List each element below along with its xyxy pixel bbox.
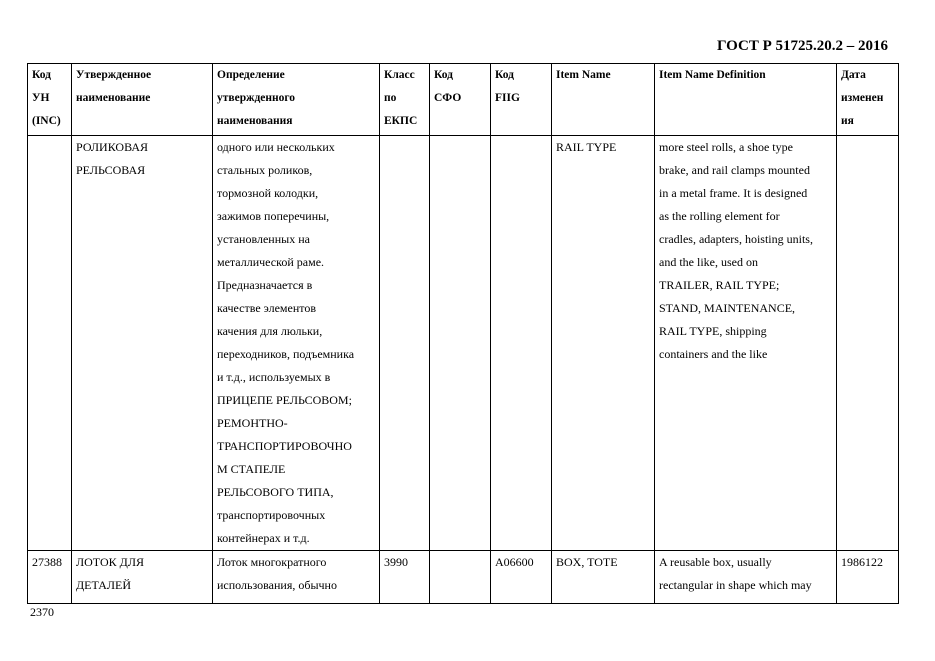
cell-text-line: (INC) bbox=[32, 115, 61, 127]
table-row bbox=[28, 551, 899, 604]
cell-class bbox=[380, 136, 430, 551]
cell-text-line: использования, обычно bbox=[217, 578, 337, 592]
cell-text-line: и т.д., используемых в bbox=[217, 370, 331, 384]
cell-text-line: тормозной колодки, bbox=[217, 186, 319, 200]
cell-text-line: and the like, used on bbox=[659, 255, 758, 269]
cell-text-line: rectangular in shape which may bbox=[659, 578, 812, 592]
cell-text-line: РОЛИКОВАЯ bbox=[76, 140, 148, 154]
cell-item-name bbox=[552, 551, 655, 604]
cell-text-line: Утвержденное bbox=[76, 69, 152, 81]
cell-text-line: по bbox=[384, 92, 397, 104]
cell-text-line: Item Name Definition bbox=[659, 69, 766, 81]
cell-approved-name bbox=[72, 136, 213, 551]
cell-text-line: Лоток многократного bbox=[217, 555, 327, 569]
cell-text-line: ия bbox=[841, 115, 854, 127]
cell-text-line: 27388 bbox=[32, 555, 62, 569]
cell-item-name-definition bbox=[655, 551, 837, 604]
cell-text-line: зажимов поперечины, bbox=[217, 209, 330, 223]
cell-text-line: ДЕТАЛЕЙ bbox=[76, 578, 132, 592]
cell-text-line: as the rolling element for bbox=[659, 209, 780, 223]
cell-approved-name bbox=[72, 551, 213, 604]
cell-text-line: утвержденного bbox=[217, 92, 296, 104]
cell-text-line: STAND, MAINTENANCE, bbox=[659, 301, 796, 315]
cell-inc-code bbox=[28, 136, 72, 551]
cell-text-line: 3990 bbox=[384, 555, 408, 569]
cell-text-line: ПРИЦЕПЕ РЕЛЬСОВОМ; bbox=[217, 393, 352, 407]
cell-text-line: установленных на bbox=[217, 232, 310, 246]
header-change-date bbox=[837, 64, 899, 136]
cell-text-line: Определение bbox=[217, 69, 285, 81]
cell-text-line: РЕЛЬСОВАЯ bbox=[76, 163, 146, 177]
cell-name-definition bbox=[213, 136, 380, 551]
cell-text-line: качестве элементов bbox=[217, 301, 316, 315]
cell-text-line: more steel rolls, a shoe type bbox=[659, 140, 793, 154]
cell-text-line: RAIL TYPE bbox=[556, 140, 617, 154]
cell-text-line: изменен bbox=[841, 92, 884, 104]
cell-text-line: Предназначается в bbox=[217, 278, 313, 292]
page-number: 2370 bbox=[30, 605, 54, 619]
cell-text-line: ЛОТОК ДЛЯ bbox=[76, 555, 144, 569]
cell-text-line: A06600 bbox=[495, 555, 534, 569]
cell-text-line: наименование bbox=[76, 92, 151, 104]
cell-text-line: металлической раме. bbox=[217, 255, 325, 269]
cell-fiig-code bbox=[491, 551, 552, 604]
cell-text-line: containers and the like bbox=[659, 347, 768, 361]
header-item-name bbox=[552, 64, 655, 136]
cell-text-line: Код bbox=[32, 69, 52, 81]
cell-text-line: ЕКПС bbox=[384, 115, 418, 127]
cell-text-line: brake, and rail clamps mounted bbox=[659, 163, 810, 177]
cell-text-line: TRAILER, RAIL TYPE; bbox=[659, 278, 780, 292]
cell-change-date bbox=[837, 551, 899, 604]
header-fiig-code bbox=[491, 64, 552, 136]
cell-text-line: РЕМОНТНО- bbox=[217, 416, 288, 430]
header-class bbox=[380, 64, 430, 136]
cell-text-line: cradles, adapters, hoisting units, bbox=[659, 232, 813, 246]
cell-text-line: BOX, TOTE bbox=[556, 555, 618, 569]
cell-text-line: Item Name bbox=[556, 69, 611, 81]
specification-table bbox=[27, 63, 899, 604]
cell-text-line: Класс bbox=[384, 69, 415, 81]
cell-text-line: Дата bbox=[841, 69, 866, 81]
cell-text-line: FIIG bbox=[495, 92, 520, 104]
cell-fiig-code bbox=[491, 136, 552, 551]
header-name-definition bbox=[213, 64, 380, 136]
cell-sfo-code bbox=[430, 136, 491, 551]
header-approved-name bbox=[72, 64, 213, 136]
header-item-name-definition bbox=[655, 64, 837, 136]
cell-text-line: качения для люльки, bbox=[217, 324, 323, 338]
cell-text-line: in a metal frame. It is designed bbox=[659, 186, 808, 200]
cell-text-line: одного или нескольких bbox=[217, 140, 335, 154]
cell-text-line: наименования bbox=[217, 115, 293, 127]
cell-text-line: М СТАПЕЛЕ bbox=[217, 462, 286, 476]
cell-item-name-definition bbox=[655, 136, 837, 551]
cell-class bbox=[380, 551, 430, 604]
cell-inc-code bbox=[28, 551, 72, 604]
cell-text-line: A reusable box, usually bbox=[659, 555, 772, 569]
table-row bbox=[28, 136, 899, 551]
header-inc-code bbox=[28, 64, 72, 136]
cell-sfo-code bbox=[430, 551, 491, 604]
cell-text-line: ТРАНСПОРТИРОВОЧНО bbox=[217, 439, 352, 453]
cell-text-line: 1986122 bbox=[841, 555, 883, 569]
cell-text-line: контейнерах и т.д. bbox=[217, 531, 310, 545]
cell-text-line: стальных роликов, bbox=[217, 163, 313, 177]
cell-text-line: УН bbox=[32, 92, 50, 104]
cell-text-line: переходников, подъемника bbox=[217, 347, 355, 361]
table-header-row bbox=[28, 64, 899, 136]
cell-text-line: Код bbox=[495, 69, 515, 81]
cell-text-line: RAIL TYPE, shipping bbox=[659, 324, 767, 338]
cell-item-name bbox=[552, 136, 655, 551]
cell-text-line: РЕЛЬСОВОГО ТИПА, bbox=[217, 485, 334, 499]
header-sfo-code bbox=[430, 64, 491, 136]
cell-text-line: СФО bbox=[434, 92, 462, 104]
document-code: ГОСТ Р 51725.20.2 – 2016 bbox=[716, 38, 888, 54]
cell-text-line: транспортировочных bbox=[217, 508, 326, 522]
cell-change-date bbox=[837, 136, 899, 551]
cell-name-definition bbox=[213, 551, 380, 604]
cell-text-line: Код bbox=[434, 69, 454, 81]
